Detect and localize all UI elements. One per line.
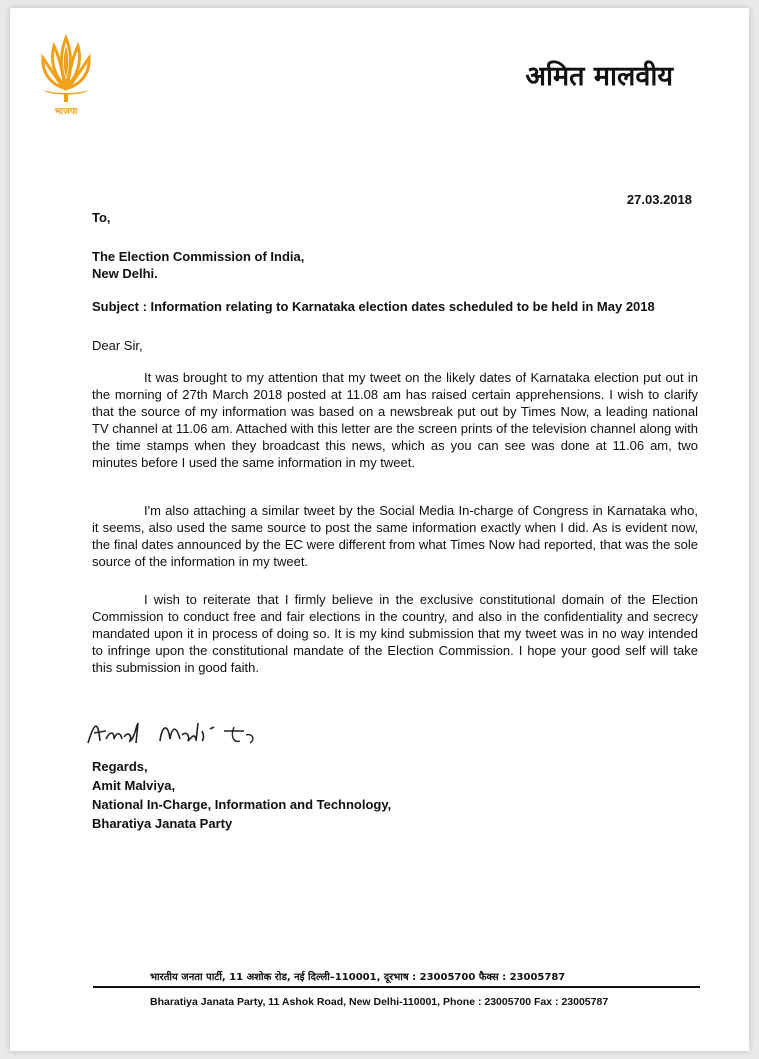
handwritten-signature	[84, 713, 284, 753]
signatory-title: National In-Charge, Information and Technology,	[92, 797, 392, 812]
letter-page	[10, 8, 749, 1051]
signatory-name: Amit Malviya,	[92, 778, 176, 793]
footer-divider	[93, 986, 700, 988]
body-paragraph-3: I wish to reiterate that I firmly believe in the exclusive constitutional domain of the Election Commission to conduct free and fair elections in the country, and also in the confidentiality and secrecy mandated upon it in process of doing so. It is my kind submission that my tweet was in no way intended to infringe upon the constitutional mandate of the Election Commission. I hope your good self will take this submission in good faith.	[92, 592, 698, 675]
footer-address-hindi: भारतीय जनता पार्टी, 11 अशोक रोड, नई दिल्ली–110001, दूरभाष : 23005700 फैक्स : 23005787	[150, 972, 566, 983]
recipient-address	[92, 248, 698, 282]
lotus-logo-icon	[38, 30, 94, 120]
to-line: To,	[92, 210, 111, 225]
signatory-party: Bharatiya Janata Party	[92, 816, 233, 831]
closing-block	[92, 757, 698, 833]
letter-date: 27.03.2018	[626, 192, 692, 207]
body-paragraph-1: It was brought to my attention that my tweet on the likely dates of Karnataka election put out in the morning of 27th March 2018 posted at 11.08 am has raised certain apprehensions. I wish to clarify that the source of my information was based on a newsbreak put out by Times Now, a leading national TV channel at 11.06 am. Attached with this letter are the screen prints of the television channel along with the time stamps when they broadcast this news, which as you can see was done at 11.06 am, two minutes before I used the same information in my tweet.	[92, 370, 698, 470]
recipient-line-2: New Delhi.	[92, 266, 158, 281]
recipient-line-1: The Election Commission of India,	[92, 249, 305, 264]
body-paragraph-2: I'm also attaching a similar tweet by the Social Media In-charge of Congress in Karnataka who, it seems, also used the same source to post the same information exactly when I did. As is evident now, the final dates announced by the EC were different from what Times Now had reported, that was the sole source of the information in my tweet.	[92, 503, 698, 569]
salutation: Dear Sir,	[92, 338, 143, 353]
svg-text:भाजपा: भाजपा	[54, 107, 78, 117]
letterhead-name: अमित मालवीय	[525, 61, 673, 92]
closing-regards: Regards,	[92, 759, 148, 774]
footer-address-english: Bharatiya Janata Party, 11 Ashok Road, New Delhi-110001, Phone : 23005700 Fax : 23005787	[150, 996, 609, 1008]
subject-line: Subject : Information relating to Karnataka election dates scheduled to be held in May 2018	[92, 299, 655, 314]
